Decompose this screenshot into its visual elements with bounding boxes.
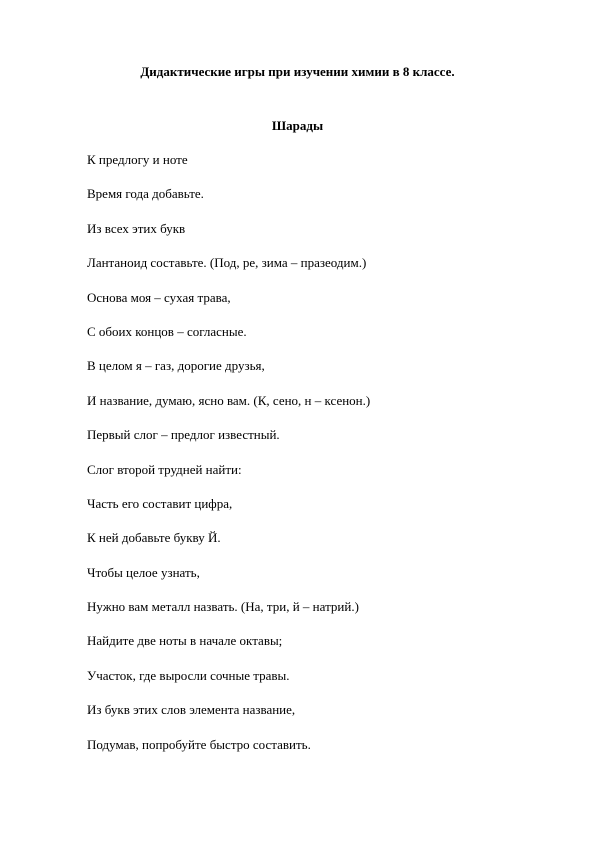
- section-title: Шарады: [271, 118, 324, 133]
- riddle-line: Из букв этих слов элемента название,: [87, 702, 296, 718]
- riddle-line: Найдите две ноты в начале октавы;: [87, 633, 283, 649]
- riddle-line: Время года добавьте.: [87, 186, 204, 202]
- riddle-line: Часть его составит цифра,: [87, 495, 233, 511]
- riddle-line: Слог второй трудней найти:: [87, 461, 242, 477]
- riddle-line: Участок, где выросли сочные травы.: [87, 667, 290, 683]
- riddle-line: Чтобы целое узнать,: [87, 564, 200, 580]
- riddle-line: К ней добавьте букву Й.: [87, 530, 221, 546]
- document-title: Дидактические игры при изучении химии в 8 классе.: [140, 64, 455, 79]
- riddle-line: В целом я – газ, дорогие друзья,: [87, 358, 265, 374]
- riddle-line-with-answer: Нужно вам металл назвать. (На, три, й – натрий.): [87, 599, 359, 615]
- riddle-line: Подумав, попробуйте быстро составить.: [87, 736, 311, 752]
- riddle-line: Из всех этих букв: [87, 220, 186, 236]
- riddle-line: С обоих концов – согласные.: [87, 323, 247, 339]
- riddle-line: Первый слог – предлог известный.: [87, 427, 280, 443]
- riddle-line: К предлогу и ноте: [87, 152, 188, 167]
- riddle-lines: [87, 152, 557, 771]
- riddle-line-with-answer: Лантаноид составьте. (Под, ре, зима – празеодим.): [87, 255, 367, 271]
- riddle-line-with-answer: И название, думаю, ясно вам. (К, сено, н – ксенон.): [87, 392, 371, 408]
- riddle-line: Основа моя – сухая трава,: [87, 289, 231, 305]
